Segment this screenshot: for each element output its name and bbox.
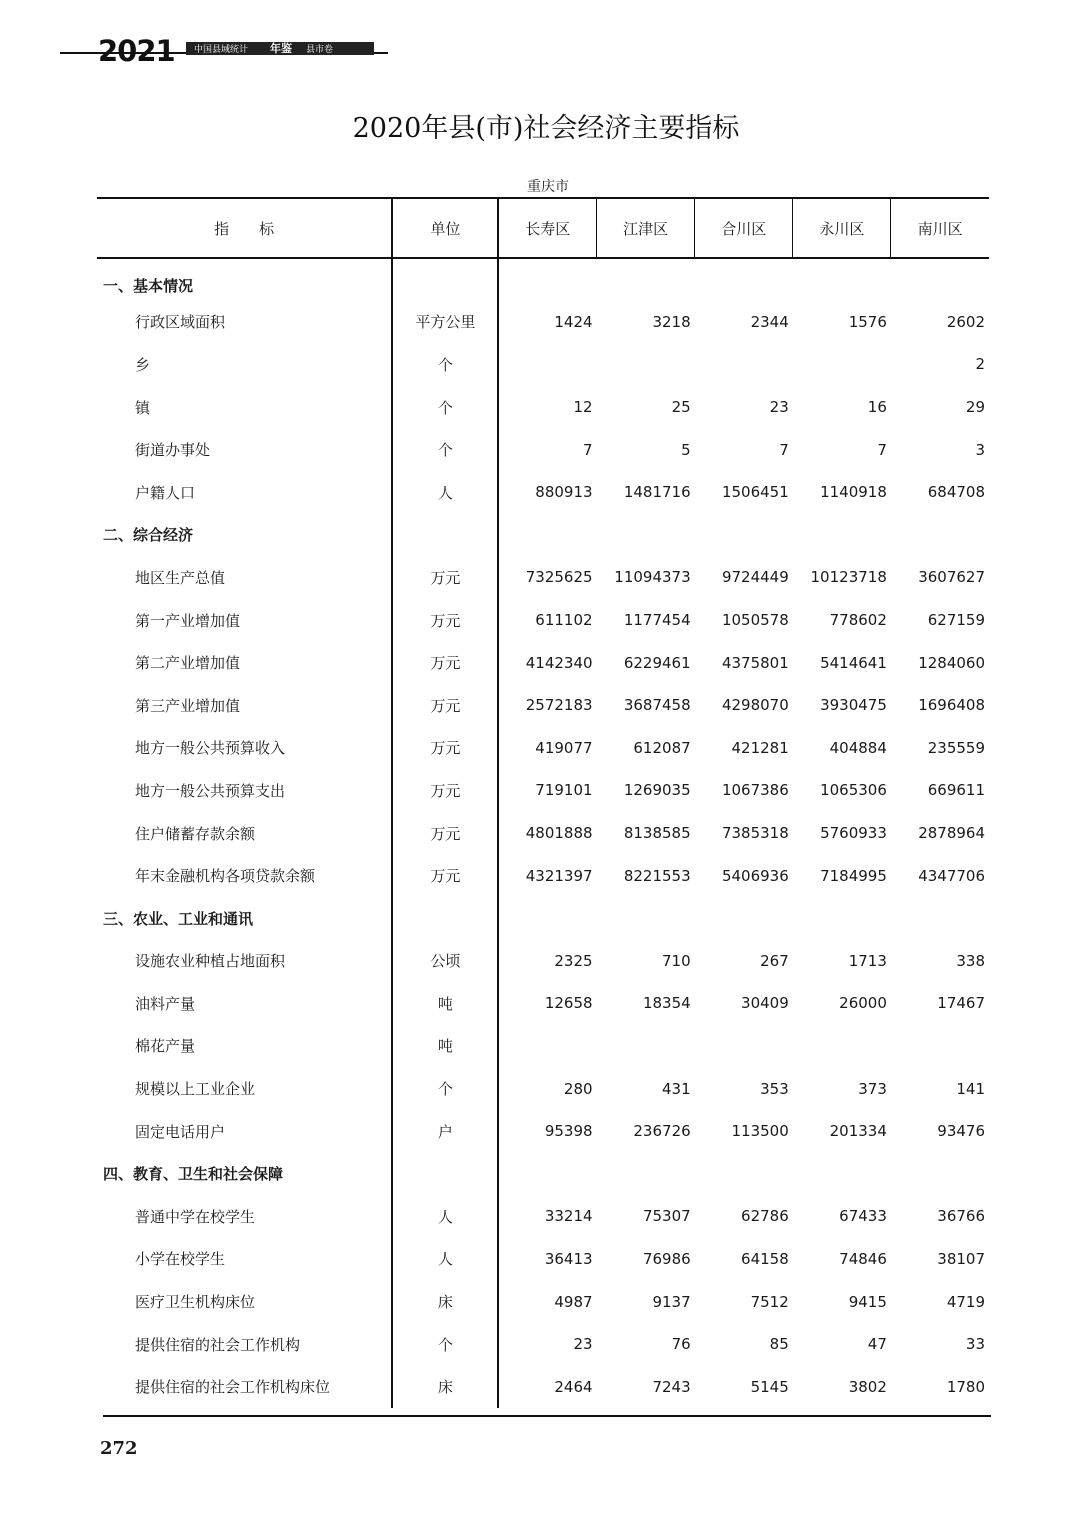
value-cell: 75307: [642, 1207, 691, 1226]
value-cell: 7184995: [820, 866, 887, 885]
section-label: 三、农业、工业和通讯: [103, 909, 254, 928]
unit-cell: 万元: [392, 854, 498, 897]
value-cell: 1424: [554, 312, 593, 331]
value-cell: 10123718: [810, 568, 887, 587]
header-district: 江津区: [597, 198, 695, 258]
value-cell: 9724449: [721, 568, 789, 587]
value-cell: 4375801: [721, 653, 789, 672]
value-cell: 669611: [927, 781, 985, 800]
value-cell: [498, 258, 596, 301]
value-cell: 201334: [829, 1122, 887, 1141]
value-cell: 235559: [927, 738, 985, 757]
region-label: 重庆市: [527, 179, 569, 195]
unit-cell: 万元: [392, 769, 498, 812]
table-row: [97, 386, 989, 429]
value-cell: [793, 514, 891, 557]
table-row: [97, 1365, 989, 1408]
value-cell: 7325625: [525, 568, 593, 587]
value-cell: 16: [867, 398, 887, 417]
value-cell: 710: [662, 951, 691, 970]
unit-cell: 个: [392, 1323, 498, 1366]
unit-cell: 万元: [392, 641, 498, 684]
value-cell: 8221553: [623, 866, 691, 885]
section-label: 四、教育、卫生和社会保障: [103, 1165, 284, 1184]
table-row: [97, 812, 989, 855]
value-cell: 38107: [937, 1249, 985, 1268]
value-cell: 1177454: [623, 611, 691, 630]
header-unit: 单位: [392, 198, 498, 258]
indicator-label: 行政区域面积: [135, 313, 226, 332]
section-row: [97, 897, 989, 940]
unit-cell: 个: [392, 386, 498, 429]
indicator-label: 规模以上工业企业: [135, 1080, 256, 1099]
value-cell: 36766: [937, 1207, 985, 1226]
value-cell: 9415: [848, 1292, 887, 1311]
value-cell: 1481716: [623, 483, 691, 502]
unit-cell: 人: [392, 471, 498, 514]
value-cell: 3218: [652, 312, 691, 331]
value-cell: [597, 1025, 695, 1068]
value-cell: 7243: [652, 1377, 691, 1396]
indicator-label: 设施农业种植占地面积: [135, 952, 286, 971]
value-cell: 627159: [927, 611, 985, 630]
value-cell: 93476: [937, 1122, 985, 1141]
value-cell: 1067386: [721, 781, 789, 800]
value-cell: 11094373: [614, 568, 691, 587]
value-cell: 2572183: [525, 696, 593, 715]
section-row: [97, 514, 989, 557]
unit-cell: [392, 514, 498, 557]
value-cell: 33: [965, 1335, 985, 1354]
value-cell: [793, 897, 891, 940]
value-cell: 431: [662, 1079, 691, 1098]
value-cell: 4987: [554, 1292, 593, 1311]
value-cell: [597, 897, 695, 940]
value-cell: 338: [956, 951, 985, 970]
header-district: 永川区: [793, 198, 891, 258]
header-year: 2021: [98, 34, 175, 68]
table-row: [97, 428, 989, 471]
value-cell: [498, 1152, 596, 1195]
value-cell: 3802: [848, 1377, 887, 1396]
value-cell: 7: [779, 440, 789, 459]
unit-cell: 床: [392, 1365, 498, 1408]
value-cell: 5: [681, 440, 691, 459]
value-cell: 113500: [731, 1122, 789, 1141]
unit-cell: [392, 258, 498, 301]
indicator-label: 第二产业增加值: [135, 654, 241, 673]
page-number: 272: [100, 1438, 138, 1459]
value-cell: 280: [563, 1079, 593, 1098]
value-cell: 7: [877, 440, 887, 459]
value-cell: [695, 258, 793, 301]
table-row: [97, 599, 989, 642]
value-cell: [891, 1152, 989, 1195]
unit-cell: 人: [392, 1195, 498, 1238]
unit-cell: 户: [392, 1110, 498, 1153]
table-row: [97, 1025, 989, 1068]
header-indicator: 指 标: [97, 198, 392, 258]
value-cell: 684708: [927, 483, 985, 502]
table-row: [97, 556, 989, 599]
value-cell: 4298070: [721, 696, 789, 715]
value-cell: 267: [760, 951, 789, 970]
table-row: [97, 940, 989, 983]
table-row: [97, 1323, 989, 1366]
indicator-label: 地方一般公共预算支出: [135, 781, 286, 800]
value-cell: 3607627: [918, 568, 985, 587]
value-cell: 17467: [937, 994, 985, 1013]
table-row: [97, 769, 989, 812]
value-cell: 23: [769, 398, 789, 417]
value-cell: 2344: [750, 312, 789, 331]
value-cell: 36413: [544, 1249, 593, 1268]
table-row: [97, 684, 989, 727]
value-cell: 2: [975, 355, 985, 374]
value-cell: 1780: [946, 1377, 985, 1396]
value-cell: 33214: [544, 1207, 593, 1226]
value-cell: 23: [573, 1335, 593, 1354]
indicator-label: 医疗卫生机构床位: [135, 1293, 256, 1312]
value-cell: 85: [769, 1335, 789, 1354]
header-band: [186, 42, 374, 55]
unit-cell: 万元: [392, 599, 498, 642]
unit-cell: [392, 1152, 498, 1195]
value-cell: [498, 897, 596, 940]
table-row: [97, 1238, 989, 1281]
header-band-mid: 年鉴: [270, 42, 293, 55]
value-cell: 47: [867, 1335, 887, 1354]
value-cell: 3: [975, 440, 985, 459]
indicator-label: 小学在校学生: [135, 1250, 226, 1269]
page-title: 2020年县(市)社会经济主要指标: [352, 113, 740, 144]
value-cell: [793, 343, 891, 386]
value-cell: [498, 514, 596, 557]
value-cell: 1269035: [623, 781, 691, 800]
indicator-label: 镇: [135, 398, 151, 417]
header-district: 合川区: [695, 198, 793, 258]
value-cell: [695, 897, 793, 940]
value-cell: [793, 1025, 891, 1068]
indicator-label: 住户储蓄存款余额: [135, 824, 256, 843]
value-cell: 3930475: [820, 696, 887, 715]
value-cell: 30409: [741, 994, 789, 1013]
table-row: [97, 1280, 989, 1323]
value-cell: 611102: [535, 611, 593, 630]
indicator-label: 乡: [135, 355, 151, 374]
unit-cell: [392, 897, 498, 940]
value-cell: [695, 343, 793, 386]
value-cell: 5145: [750, 1377, 789, 1396]
value-cell: 880913: [535, 483, 593, 502]
value-cell: 95398: [544, 1122, 593, 1141]
unit-cell: 万元: [392, 684, 498, 727]
value-cell: 76986: [642, 1249, 691, 1268]
value-cell: [597, 514, 695, 557]
table-row: [97, 641, 989, 684]
value-cell: [695, 1152, 793, 1195]
table-row: [97, 1195, 989, 1238]
value-cell: 62786: [741, 1207, 789, 1226]
value-cell: [793, 1152, 891, 1195]
value-cell: 4347706: [918, 866, 985, 885]
value-cell: 1050578: [721, 611, 789, 630]
value-cell: [891, 258, 989, 301]
value-cell: 1140918: [820, 483, 887, 502]
value-cell: 1696408: [918, 696, 985, 715]
value-cell: [891, 897, 989, 940]
table-row: [97, 301, 989, 344]
unit-cell: 个: [392, 428, 498, 471]
table-row: [97, 854, 989, 897]
table-row: [97, 727, 989, 770]
indicator-label: 提供住宿的社会工作机构床位: [135, 1378, 331, 1397]
section-label: 一、基本情况: [103, 277, 194, 296]
value-cell: 4321397: [525, 866, 593, 885]
value-cell: 5414641: [820, 653, 887, 672]
indicator-label: 街道办事处: [135, 441, 211, 460]
value-cell: 778602: [829, 611, 887, 630]
value-cell: 29: [965, 398, 985, 417]
table-row: [97, 343, 989, 386]
header-district: 南川区: [891, 198, 989, 258]
value-cell: 74846: [839, 1249, 887, 1268]
value-cell: [498, 343, 596, 386]
value-cell: 7512: [750, 1292, 789, 1311]
value-cell: 236726: [633, 1122, 691, 1141]
value-cell: 2325: [554, 951, 593, 970]
unit-cell: 万元: [392, 727, 498, 770]
value-cell: 373: [858, 1079, 887, 1098]
header-district: 长寿区: [498, 198, 596, 258]
value-cell: 419077: [535, 738, 593, 757]
value-cell: 5760933: [820, 824, 887, 843]
indicator-label: 油料产量: [135, 994, 196, 1013]
value-cell: 1713: [848, 951, 887, 970]
table-row: [97, 471, 989, 514]
value-cell: 353: [760, 1079, 789, 1098]
indicator-table: [97, 197, 989, 1408]
value-cell: 719101: [535, 781, 593, 800]
value-cell: 25: [671, 398, 691, 417]
indicator-label: 第一产业增加值: [135, 611, 241, 630]
table-row: [97, 1067, 989, 1110]
unit-cell: 人: [392, 1238, 498, 1281]
value-cell: [695, 1025, 793, 1068]
value-cell: 2878964: [918, 824, 985, 843]
value-cell: 6229461: [623, 653, 691, 672]
value-cell: 67433: [839, 1207, 887, 1226]
value-cell: 612087: [633, 738, 691, 757]
value-cell: [597, 343, 695, 386]
section-label: 二、综合经济: [103, 526, 194, 545]
value-cell: 4801888: [525, 824, 593, 843]
value-cell: 12658: [544, 994, 593, 1013]
indicator-label: 第三产业增加值: [135, 696, 241, 715]
value-cell: [597, 258, 695, 301]
value-cell: 141: [956, 1079, 985, 1098]
value-cell: 76: [671, 1335, 691, 1354]
value-cell: 64158: [741, 1249, 789, 1268]
value-cell: 1576: [848, 312, 887, 331]
indicator-label: 提供住宿的社会工作机构: [135, 1335, 301, 1354]
indicator-label: 地区生产总值: [135, 568, 226, 587]
value-cell: 7: [583, 440, 593, 459]
unit-cell: 万元: [392, 812, 498, 855]
indicator-label: 固定电话用户: [135, 1122, 226, 1141]
indicator-label: 棉花产量: [135, 1037, 196, 1056]
indicator-label: 地方一般公共预算收入: [135, 739, 286, 758]
table-header-row: [97, 198, 989, 258]
header-band-right: 县市卷: [306, 45, 334, 55]
value-cell: [597, 1152, 695, 1195]
value-cell: 18354: [642, 994, 691, 1013]
value-cell: 404884: [829, 738, 887, 757]
section-row: [97, 1152, 989, 1195]
unit-cell: 公顷: [392, 940, 498, 983]
header-band-left: 中国县域统计: [194, 45, 249, 55]
unit-cell: 吨: [392, 1025, 498, 1068]
value-cell: 26000: [839, 994, 887, 1013]
table-row: [97, 1110, 989, 1153]
value-cell: 421281: [731, 738, 789, 757]
value-cell: 4142340: [525, 653, 593, 672]
indicator-label: 年末金融机构各项贷款余额: [135, 867, 316, 886]
value-cell: 5406936: [721, 866, 789, 885]
unit-cell: 个: [392, 1067, 498, 1110]
value-cell: [793, 258, 891, 301]
value-cell: 1506451: [721, 483, 789, 502]
unit-cell: 个: [392, 343, 498, 386]
table-body: [97, 258, 989, 1408]
value-cell: 12: [573, 398, 593, 417]
value-cell: 1065306: [820, 781, 887, 800]
indicator-label: 户籍人口: [135, 483, 196, 502]
value-cell: 8138585: [623, 824, 691, 843]
value-cell: 2602: [946, 312, 985, 331]
unit-cell: 平方公里: [392, 301, 498, 344]
section-row: [97, 258, 989, 301]
value-cell: 3687458: [623, 696, 691, 715]
unit-cell: 万元: [392, 556, 498, 599]
value-cell: 9137: [652, 1292, 691, 1311]
value-cell: [891, 1025, 989, 1068]
unit-cell: 吨: [392, 982, 498, 1025]
value-cell: [498, 1025, 596, 1068]
table-row: [97, 982, 989, 1025]
unit-cell: 床: [392, 1280, 498, 1323]
value-cell: 1284060: [918, 653, 985, 672]
indicator-label: 普通中学在校学生: [135, 1207, 256, 1226]
value-cell: 7385318: [721, 824, 789, 843]
value-cell: [891, 514, 989, 557]
value-cell: [695, 514, 793, 557]
table-bottom-rule: [103, 1415, 991, 1417]
value-cell: 2464: [554, 1377, 593, 1396]
value-cell: 4719: [946, 1292, 985, 1311]
